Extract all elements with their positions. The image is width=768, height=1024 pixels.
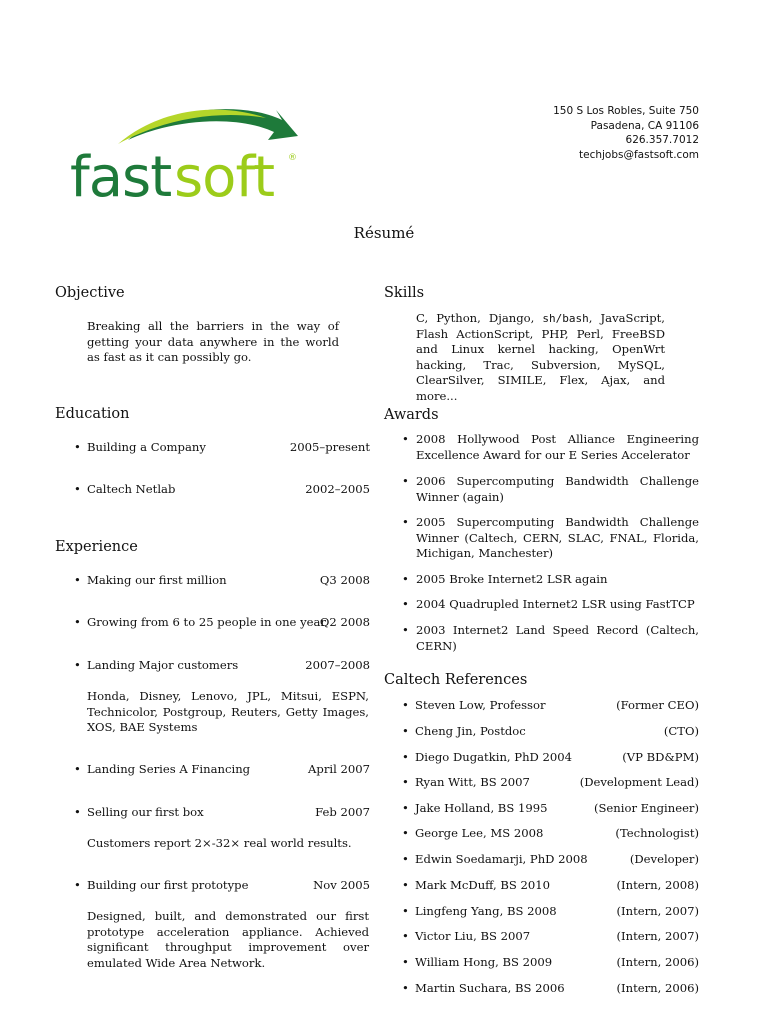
reference-name: Edwin Soedamarji, PhD 2008: [415, 852, 588, 866]
education-label: Caltech Netlab: [87, 482, 176, 496]
address-email[interactable]: techjobs@fastsoft.com: [579, 148, 699, 161]
bullet-icon: •: [74, 805, 81, 819]
references-heading: Caltech References: [384, 672, 528, 688]
award-text: 2006 Supercomputing Bandwidth Challenge Winner (again): [416, 474, 699, 504]
experience-detail: Customers report 2×-32× real world results.: [87, 836, 352, 850]
reference-role: (VP BD&PM): [622, 750, 699, 764]
experience-label: Selling our first box: [87, 805, 204, 819]
experience-detail: Designed, built, and demonstrated our first prototype acceleration appliance. Achieved significant throughput improvement over emulated Wide Area Network.: [87, 909, 369, 970]
reference-name: George Lee, MS 2008: [415, 826, 544, 840]
bullet-icon: •: [74, 615, 81, 629]
award-text: 2005 Broke Internet2 LSR again: [416, 572, 608, 586]
bullet-icon: •: [74, 658, 81, 672]
education-heading: Education: [55, 406, 130, 422]
address-city: Pasadena, CA 91106: [590, 119, 699, 132]
skills-code: sh/bash: [542, 312, 589, 325]
bullet-icon: •: [402, 750, 409, 764]
bullet-icon: •: [402, 904, 409, 918]
reference-role: (Intern, 2006): [616, 955, 699, 969]
bullet-icon: •: [402, 432, 409, 446]
reference-name: Steven Low, Professor: [415, 698, 546, 712]
experience-date: Feb 2007: [315, 805, 370, 819]
fastsoft-logo: [70, 100, 300, 200]
reference-role: (CTO): [663, 724, 699, 738]
experience-date: 2007–2008: [305, 658, 370, 672]
experience-date: Q3 2008: [319, 573, 370, 587]
experience-date: April 2007: [308, 762, 370, 776]
reference-role: (Intern, 2008): [616, 878, 699, 892]
bullet-icon: •: [402, 515, 409, 529]
bullet-icon: •: [74, 573, 81, 587]
reference-name: William Hong, BS 2009: [415, 955, 553, 969]
objective-heading: Objective: [55, 285, 125, 301]
award-text: 2003 Internet2 Land Speed Record (Caltech, CERN): [416, 623, 699, 653]
education-date: 2002–2005: [305, 482, 370, 496]
reference-name: Lingfeng Yang, BS 2008: [415, 904, 557, 918]
skills-text: [416, 311, 665, 404]
awards-heading: Awards: [384, 407, 439, 423]
award-text: 2008 Hollywood Post Alliance Engineering Excellence Award for our E Series Accelerator: [416, 432, 699, 462]
experience-label: Building our first prototype: [87, 878, 249, 892]
bullet-icon: •: [402, 775, 409, 789]
reference-name: Ryan Witt, BS 2007: [415, 775, 530, 789]
reference-role: (Intern, 2007): [616, 904, 699, 918]
bullet-icon: •: [402, 698, 409, 712]
bullet-icon: •: [402, 597, 409, 611]
skills-heading: Skills: [384, 285, 425, 301]
logo-swoosh-icon: [70, 100, 300, 200]
reference-role: (Former CEO): [616, 698, 699, 712]
skills-text-end: , JavaScript, Flash ActionScript, PHP, Perl, FreeBSD and Linux kernel hacking, OpenWrt hacking, Trac, Subversion, MySQL, ClearSilver, SIMILE, Flex, Ajax, and more...: [416, 311, 665, 403]
reference-role: (Intern, 2006): [616, 981, 699, 995]
address-phone: 626.357.7012: [625, 134, 699, 146]
bullet-icon: •: [402, 929, 409, 943]
bullet-icon: •: [402, 826, 409, 840]
reference-name: Mark McDuff, BS 2010: [415, 878, 551, 892]
reference-role: (Technologist): [615, 826, 699, 840]
bullet-icon: •: [402, 801, 409, 815]
experience-label: Landing Series A Financing: [87, 762, 251, 776]
reference-name: Victor Liu, BS 2007: [415, 929, 531, 943]
experience-heading: Experience: [55, 539, 138, 555]
bullet-icon: •: [74, 482, 81, 496]
reference-name: Martin Suchara, BS 2006: [415, 981, 565, 995]
registered-mark: ®: [288, 153, 297, 163]
bullet-icon: •: [74, 878, 81, 892]
reference-role: (Senior Engineer): [593, 801, 699, 815]
experience-date: Q2 2008: [319, 615, 370, 629]
education-date: 2005–present: [289, 440, 370, 454]
experience-date: Nov 2005: [313, 878, 370, 892]
bullet-icon: •: [402, 981, 409, 995]
experience-label: Landing Major customers: [87, 658, 239, 672]
address-street: 150 S Los Robles, Suite 750: [553, 105, 699, 117]
bullet-icon: •: [402, 474, 409, 488]
logo-text-soft: soft: [174, 145, 275, 200]
bullet-icon: •: [402, 572, 409, 586]
contact-address: [553, 104, 699, 162]
bullet-icon: •: [402, 852, 409, 866]
experience-label: Making our first million: [87, 573, 227, 587]
bullet-icon: •: [402, 878, 409, 892]
reference-name: Diego Dugatkin, PhD 2004: [415, 750, 573, 764]
reference-name: Cheng Jin, Postdoc: [415, 724, 526, 738]
bullet-icon: •: [402, 955, 409, 969]
page-title: Résumé: [353, 224, 415, 242]
bullet-icon: •: [402, 724, 409, 738]
reference-name: Jake Holland, BS 1995: [415, 801, 548, 815]
logo-text-fast: fast: [70, 145, 172, 200]
education-label: Building a Company: [87, 440, 206, 454]
bullet-icon: •: [402, 623, 409, 637]
reference-role: (Intern, 2007): [616, 929, 699, 943]
award-text: 2004 Quadrupled Internet2 LSR using FastTCP: [416, 597, 695, 611]
experience-label: Growing from 6 to 25 people in one year: [87, 615, 326, 629]
objective-text: Breaking all the barriers in the way of getting your data anywhere in the world as fast as it can possibly go.: [87, 319, 339, 364]
reference-role: (Development Lead): [579, 775, 699, 789]
skills-text-start: C, Python, Django,: [416, 311, 535, 325]
bullet-icon: •: [74, 440, 81, 454]
experience-detail: Honda, Disney, Lenovo, JPL, Mitsui, ESPN, Technicolor, Postgroup, Reuters, Getty Images, XOS, BAE Systems: [87, 689, 369, 734]
reference-role: (Developer): [629, 852, 699, 866]
bullet-icon: •: [74, 762, 81, 776]
award-text: 2005 Supercomputing Bandwidth Challenge Winner (Caltech, CERN, SLAC, FNAL, Florida, Michigan, Manchester): [416, 515, 699, 560]
